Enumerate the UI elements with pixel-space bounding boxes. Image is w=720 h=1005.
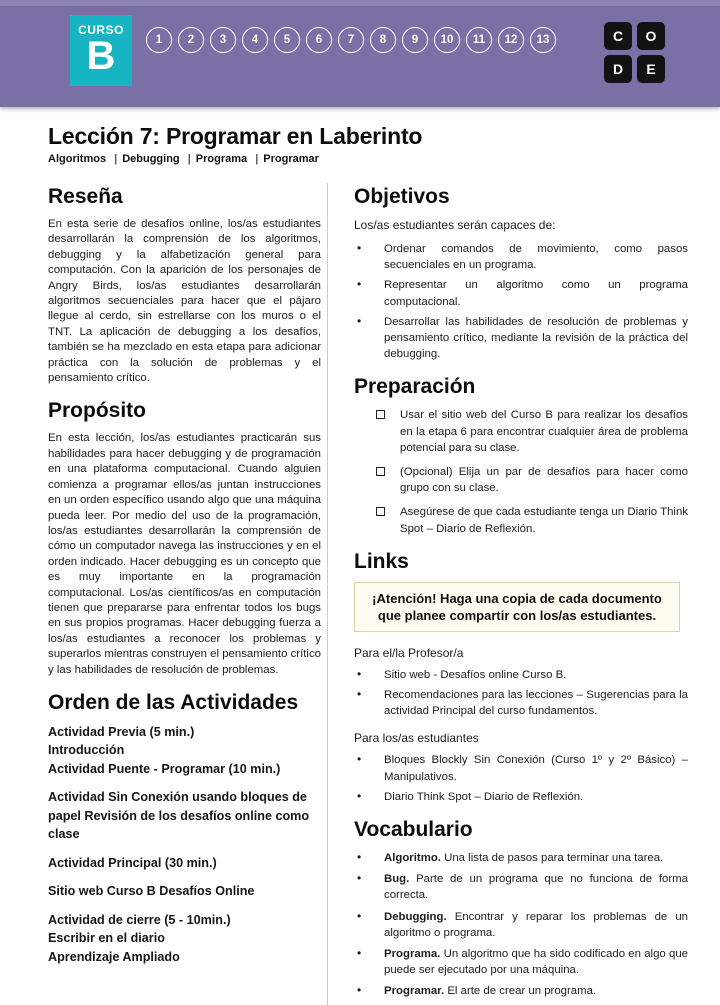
course-header	[0, 0, 720, 107]
activity-group	[48, 882, 321, 901]
bullet-icon: •	[357, 313, 362, 328]
link-item	[354, 667, 688, 683]
course-badge-label: CURSO	[78, 23, 124, 37]
lesson-number-circle: 10	[434, 27, 460, 53]
code-logo-tile-o: O	[637, 22, 665, 50]
vocab-entry	[384, 985, 596, 997]
objetivos-list	[354, 241, 688, 362]
checkbox-icon[interactable]	[376, 467, 385, 476]
activity-group	[48, 854, 321, 873]
left-column	[48, 183, 328, 1005]
bullet-icon: •	[357, 871, 362, 886]
attention-callout: ¡Atención! Haga una copia de cada documento que planee compartir con los/as estudiantes.	[354, 582, 680, 632]
bullet-icon: •	[357, 241, 362, 255]
lesson-number-list	[146, 27, 556, 53]
teacher-link[interactable]: Recomendaciones para las lecciones – Sugerencias para la actividad Principal del curso fundamentos.	[384, 689, 688, 718]
student-link[interactable]: Bloques Blockly Sin Conexión (Curso 1º y 2º Básico) – Manipulativos.	[384, 754, 688, 783]
checklist-item	[354, 407, 688, 456]
vocab-definition: Encontrar y reparar los problemas de un algoritmo o programa.	[384, 910, 688, 939]
vocab-definition: Parte de un programa que no funciona de forma correcta.	[384, 873, 688, 902]
teacher-link[interactable]: Sitio web - Desafíos online Curso B.	[384, 668, 567, 681]
bullet-icon: •	[357, 752, 362, 767]
activity-line: Actividad de cierre (5 - 10min.)	[48, 912, 231, 927]
two-column-layout	[48, 183, 688, 1005]
objective-text: Representar un algoritmo como un programa computacional.	[384, 279, 688, 308]
vocab-entry	[384, 873, 688, 901]
right-column	[328, 183, 688, 1005]
checklist-item	[354, 504, 688, 536]
objective-text: Desarrollar las habilidades de resolución de problemas y pensamiento crítico, mediante la revisión de la práctica del debugging.	[384, 315, 688, 361]
objetivos-intro: Los/as estudiantes serán capaces de:	[354, 218, 556, 232]
vocab-item	[354, 909, 688, 941]
course-badge-letter: B	[86, 34, 116, 78]
lesson-number-circle: 12	[498, 27, 524, 53]
checklist-item	[354, 464, 688, 496]
bullet-icon: •	[357, 788, 362, 803]
vocab-definition: El arte de crear un programa.	[447, 985, 597, 998]
checkbox-icon[interactable]	[376, 410, 385, 419]
vocab-term: Programar.	[384, 985, 445, 998]
vocab-entry	[384, 948, 688, 976]
section-heading-orden: Orden de las Actividades	[48, 690, 299, 714]
student-link[interactable]: Diario Think Spot – Diario de Reflexión.	[384, 790, 584, 803]
code-logo-tile-e: E	[637, 55, 665, 83]
teacher-links-label: Para el/la Profesor/a	[354, 645, 464, 660]
list-item	[354, 277, 688, 309]
activity-line: Escribir en el diario	[48, 931, 165, 946]
code-logo-tile-d: D	[604, 55, 632, 83]
lesson-tag: | Debugging	[109, 153, 180, 165]
student-links-label: Para los/as estudiantes	[354, 731, 479, 746]
checklist-text: (Opcional) Elija un par de desafíos para hacer como grupo con su clase.	[400, 466, 688, 495]
activity-group	[48, 723, 321, 779]
vocabulario-list	[354, 850, 688, 1000]
lesson-tag: Algoritmos	[48, 153, 107, 165]
document-body	[0, 107, 720, 1005]
bullet-icon: •	[357, 908, 362, 923]
vocab-definition: Un algoritmo que ha sido codificado en algo que puede ser ejecutado por una máquina.	[384, 948, 688, 977]
vocab-term: Programa.	[384, 948, 441, 961]
bullet-icon: •	[357, 666, 362, 681]
activity-line: Actividad Previa (5 min.)	[48, 724, 195, 739]
section-heading-objetivos: Objetivos	[354, 185, 450, 208]
code-org-logo	[604, 22, 665, 83]
checklist-text: Usar el sitio web del Curso B para realizar los desafíos en la etapa 6 para encontrar cualquier área de problema potencial para su clase.	[400, 409, 688, 454]
vocab-term: Debugging.	[384, 910, 447, 923]
activity-line: Actividad Sin Conexión usando bloques de papel Revisión de los desafíos online como clase	[48, 790, 310, 842]
vocab-entry	[384, 911, 688, 939]
section-heading-preparacion: Preparación	[354, 375, 476, 399]
section-heading-links: Links	[354, 549, 409, 573]
vocab-entry	[384, 852, 663, 864]
vocab-item	[354, 871, 688, 903]
activity-line: Aprendizaje Ampliado	[48, 949, 180, 964]
lesson-tags	[48, 153, 688, 165]
lesson-number-circle: 1	[146, 27, 172, 53]
activity-line: Sitio web Curso B Desafíos Online	[48, 884, 255, 899]
checkbox-icon[interactable]	[376, 507, 385, 516]
lesson-number-circle: 5	[274, 27, 300, 53]
lesson-tag: | Programa	[183, 153, 247, 165]
bullet-icon: •	[357, 983, 362, 998]
resena-paragraph: En esta serie de desafíos online, los/as estudiantes desarrollarán la comprensión de los algoritmos, debugging y la alfabetización general para computación. Con la aparición de los personajes de Angry Birds, los/as estudiantes desarrollarán algoritmos secuenciales para hacer que el pájaro llegue al cerdo, sin estrellarse con los muros o el TNT. La aplicación de debugging a los desafíos, también se ha mezclado en esta etapa para adicionar práctica con la solución de problemas y el pensamiento crítico.	[48, 218, 321, 385]
vocab-item	[354, 850, 688, 866]
link-item	[354, 752, 688, 784]
section-heading-proposito: Propósito	[48, 399, 146, 423]
activity-line: Actividad Puente - Programar (10 min.)	[48, 761, 281, 776]
preparacion-checklist	[354, 407, 688, 536]
list-item	[354, 314, 688, 363]
bullet-icon: •	[357, 946, 362, 961]
activity-line: Actividad Principal (30 min.)	[48, 855, 217, 870]
section-heading-resena: Reseña	[48, 185, 123, 208]
lesson-number-circle: 11	[466, 27, 492, 53]
lesson-number-circle: 2	[178, 27, 204, 53]
section-heading-vocabulario: Vocabulario	[354, 818, 473, 842]
student-links-list	[354, 752, 688, 805]
list-item	[354, 241, 688, 273]
activity-line: Introducción	[48, 743, 125, 758]
link-item	[354, 687, 688, 719]
lesson-number-circle: 9	[402, 27, 428, 53]
course-badge	[70, 15, 132, 86]
checklist-text: Asegúrese de que cada estudiante tenga un Diario Think Spot – Diario de Reflexión.	[400, 506, 688, 535]
bullet-icon: •	[357, 687, 362, 702]
proposito-paragraph: En esta lección, los/as estudiantes practicarán sus habilidades para hacer debugging y de programación en una plataforma computacional. Cuando alguien comienza a programar ellos/as juntan instrucciones en un orden específico usando algo que una máquina pueda leer. Por medio del uso de la programación, los/as estudiantes desarrollarán la comprensión de cómo un computador navega las instrucciones y en el orden indicado. Hacer debugging es un concepto que es muy importante en la programación computacional. Los/as científicos/as en computación tienen que prepararse para enfrentar todos los bugs en sus propios programas. Hacer debugging fuerza a los/as estudiantes a reconocer los problemas y superarlos mientras construyen el pensamiento crítico y las habilidades de resolución de problemas.	[48, 432, 321, 676]
lesson-number-circle: 6	[306, 27, 332, 53]
lesson-number-circle: 13	[530, 27, 556, 53]
vocab-term: Bug.	[384, 873, 410, 886]
link-item	[354, 789, 688, 805]
lesson-tag: | Programar	[250, 153, 319, 165]
vocab-item	[354, 983, 688, 999]
bullet-icon: •	[357, 277, 362, 292]
teacher-links-list	[354, 667, 688, 720]
objective-text: Ordenar comandos de movimiento, como pasos secuenciales en un programa.	[384, 243, 688, 272]
lesson-number-circle: 4	[242, 27, 268, 53]
activity-group	[48, 911, 321, 967]
lesson-number-circle: 8	[370, 27, 396, 53]
vocab-term: Algoritmo.	[384, 852, 441, 865]
activity-group	[48, 788, 321, 844]
code-logo-tile-c: C	[604, 22, 632, 50]
vocab-definition: Una lista de pasos para terminar una tarea.	[444, 852, 664, 865]
page-title: Lección 7: Programar en Laberinto	[48, 123, 423, 149]
lesson-number-circle: 3	[210, 27, 236, 53]
vocab-item	[354, 946, 688, 978]
bullet-icon: •	[357, 850, 362, 865]
lesson-number-circle: 7	[338, 27, 364, 53]
